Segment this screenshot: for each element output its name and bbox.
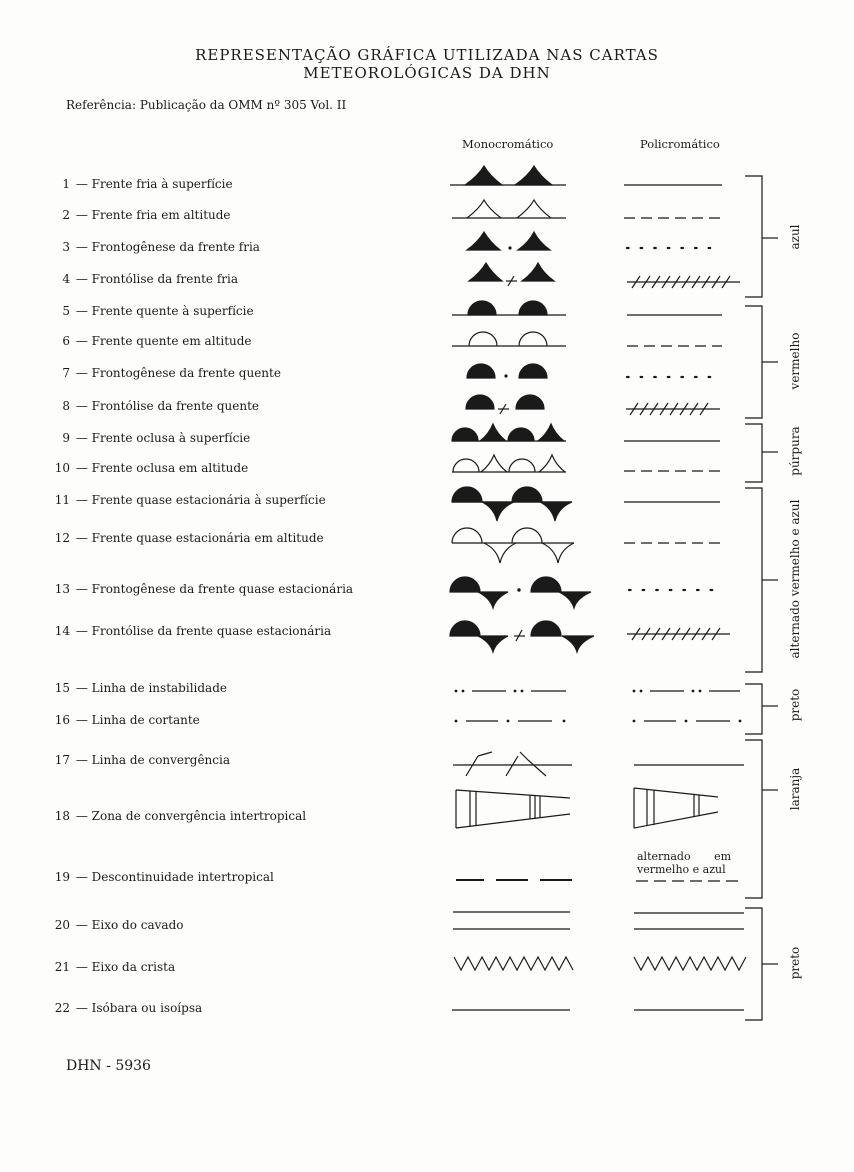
symbol-mono-13 [450,577,591,608]
item-number: 16 [54,713,70,727]
item-16: 16 — Linha de cortante [48,713,200,727]
item-3: 3 — Frontogênese da frente fria [48,240,260,254]
symbol-mono-14 [450,621,594,652]
item-label: Isóbara ou isoípsa [91,1001,203,1015]
item-label: Eixo da crista [91,960,176,974]
item-label: Frente fria em altitude [91,208,231,222]
item-22: 22 — Isóbara ou isoípsa [48,1001,202,1015]
item-label: Linha de instabilidade [91,681,227,695]
item-number: 5 [62,304,70,318]
symbol-mono-11 [452,487,572,521]
footer-code: DHN - 5936 [66,1058,151,1074]
item-number: 2 [62,208,70,222]
item-label: Frontólise da frente quase estacionária [91,624,332,638]
item-12: 12 — Frente quase estacionária em altitude [48,531,324,545]
item-4: 4 — Frontólise da frente fria [48,272,238,286]
item-number: 4 [62,272,70,286]
item-number: 9 [62,431,70,445]
item-18: 18 — Zona de convergência intertropical [48,809,306,823]
alternating-note-line-2: vermelho e azul [637,863,726,876]
item-2: 2 — Frente fria em altitude [48,208,231,222]
item-8: 8 — Frontólise da frente quente [48,399,259,413]
group-label-laranja: laranja [788,767,802,811]
item-label: Frente quase estacionária em altitude [91,531,324,545]
symbol-poly-14 [627,628,730,640]
symbol-poly-18 [634,788,718,828]
symbol-mono-4 [469,263,554,286]
bracket-laranja [745,740,778,898]
symbol-mono-8 [466,395,544,414]
bracket-preto-1 [745,684,778,734]
item-label: Frontólise da frente fria [91,272,239,286]
symbol-mono-10 [452,455,566,472]
item-label: Frente quase estacionária à superfície [91,493,326,507]
symbol-poly-21 [634,957,746,970]
symbol-mono-1 [450,166,566,185]
item-label: Descontinuidade intertropical [91,870,274,884]
group-label-purpura: púrpura [788,426,802,476]
bracket-preto-2 [745,908,778,1020]
item-number: 8 [62,399,70,413]
symbol-mono-12 [452,528,574,563]
item-19: 19 — Descontinuidade intertropical [48,870,274,884]
symbol-poly-15 [633,690,740,693]
symbol-poly-8 [626,403,720,415]
bracket-azul [745,176,778,297]
symbol-poly-20 [634,913,744,929]
item-9: 9 — Frente oclusa à superfície [48,431,250,445]
symbol-mono-3 [467,232,550,250]
item-17: 17 — Linha de convergência [48,753,230,767]
item-number: 12 [54,531,70,545]
symbol-mono-5 [452,301,566,315]
symbol-mono-16 [455,720,566,723]
item-number: 1 [62,177,70,191]
symbol-mono-6 [452,332,566,346]
item-21: 21 — Eixo da crista [48,960,175,974]
item-14: 14 — Frontólise da frente quase estacionária [48,624,331,638]
alternating-note [637,850,747,876]
group-label-preto-1: preto [788,688,802,722]
item-6: 6 — Frente quente em altitude [48,334,252,348]
item-7: 7 — Frontogênese da frente quente [48,366,281,380]
item-label: Frente quente à superfície [91,304,254,318]
symbol-poly-4 [627,276,740,288]
group-label-preto-2: preto [788,946,802,980]
item-number: 15 [54,681,70,695]
item-number: 17 [54,753,70,767]
item-label: Linha de cortante [91,713,200,727]
item-number: 7 [62,366,70,380]
item-label: Frente oclusa em altitude [91,461,249,475]
alternating-note-line-1: alternado em [637,850,732,863]
group-label-azul: azul [788,224,802,250]
item-label: Zona de convergência intertropical [91,809,307,823]
symbol-mono-20 [453,912,570,929]
item-label: Linha de convergência [91,753,230,767]
item-13: 13 — Frontogênese da frente quase estacionária [48,582,353,596]
symbol-mono-18 [456,790,570,828]
item-20: 20 — Eixo do cavado [48,918,183,932]
item-15: 15 — Linha de instabilidade [48,681,227,695]
item-label: Frente quente em altitude [91,334,252,348]
item-number: 11 [54,493,70,507]
title-line-1: REPRESENTAÇÃO GRÁFICA UTILIZADA NAS CARTAS [195,46,659,64]
title-line-2: METEOROLÓGICAS DA DHN [303,64,551,82]
symbol-mono-21 [454,957,573,970]
column-header-mono: Monocromático [462,137,554,151]
symbol-mono-17 [453,752,572,776]
item-number: 18 [54,809,70,823]
reference: Referência: Publicação da OMM nº 305 Vol. II [66,98,347,112]
item-number: 22 [54,1001,70,1015]
item-number: 14 [54,624,70,638]
item-number: 13 [54,582,70,596]
item-number: 10 [54,461,70,475]
item-number: 20 [54,918,70,932]
item-label: Frontogênese da frente quase estacionária [91,582,354,596]
symbol-poly-16 [633,720,742,723]
group-label-alternado: alternado vermelho e azul [788,499,802,659]
item-label: Frontogênese da frente quente [91,366,281,380]
item-number: 21 [54,960,70,974]
item-1: 1 — Frente fria à superfície [48,177,233,191]
item-label: Eixo do cavado [91,918,184,932]
bracket-alternado [745,488,778,672]
symbol-mono-15 [455,690,566,693]
bracket-vermelho [745,306,778,418]
item-number: 6 [62,334,70,348]
symbol-mono-9 [452,424,566,441]
item-10: 10 — Frente oclusa em altitude [48,461,248,475]
item-5: 5 — Frente quente à superfície [48,304,254,318]
item-label: Frontólise da frente quente [91,399,260,413]
symbol-mono-7 [467,364,547,378]
item-label: Frontogênese da frente fria [91,240,260,254]
bracket-purpura [745,424,778,482]
item-number: 19 [54,870,70,884]
item-number: 3 [62,240,70,254]
item-label: Frente fria à superfície [91,177,233,191]
item-11: 11 — Frente quase estacionária à superfície [48,493,326,507]
group-label-vermelho: vermelho [788,332,802,390]
column-header-poly: Policromático [640,137,720,151]
symbol-mono-2 [452,200,566,218]
item-label: Frente oclusa à superfície [91,431,251,445]
